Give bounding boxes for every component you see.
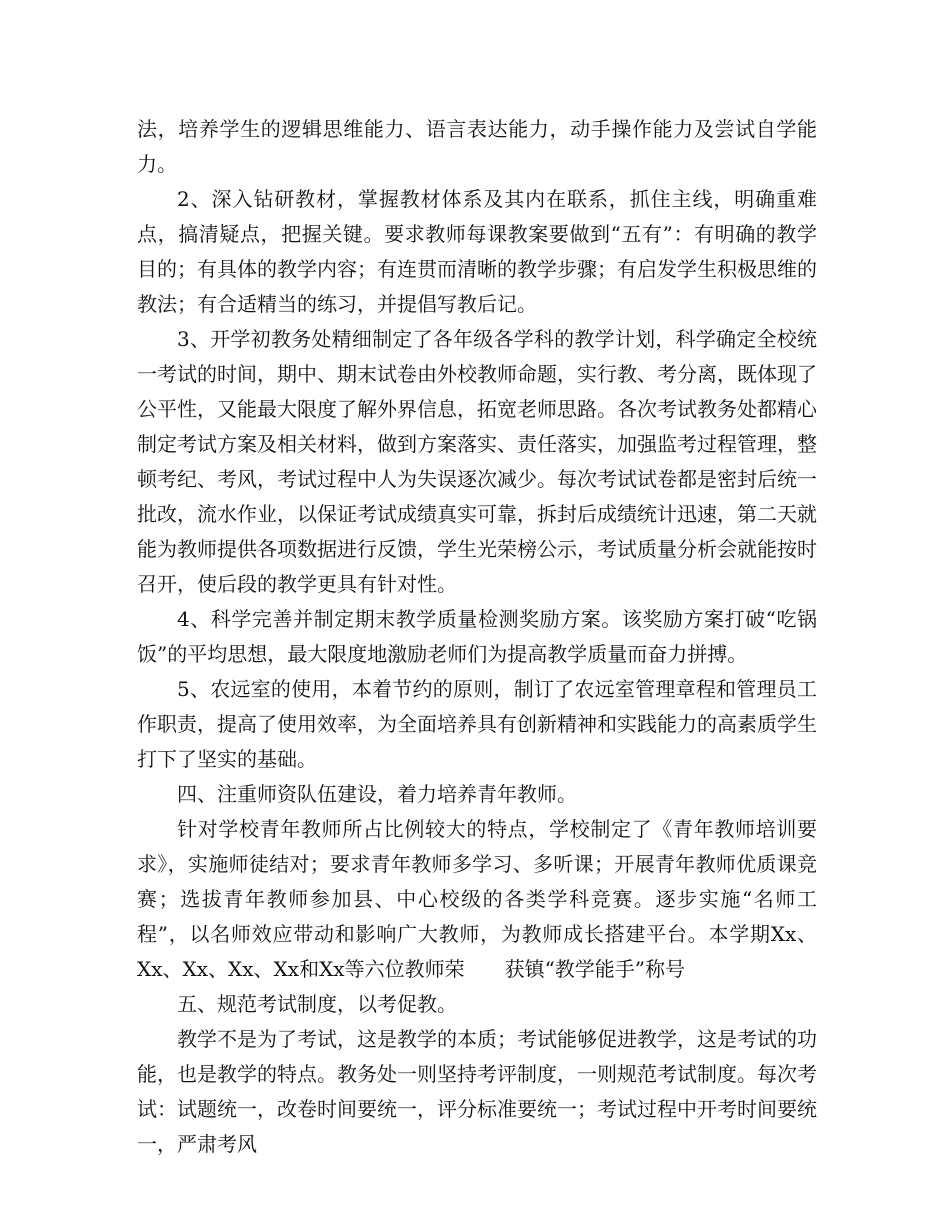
section-heading: 五、规范考试制度，以考促教。 <box>177 992 457 1016</box>
paragraph: 教学不是为了考试，这是教学的本质；考试能够促进教学，这是考试的功能，也是教学的特点。教务处一则坚持考评制度，一则规范考试制度。每次考试：试题统一，改卷时间要统一，评分标准要统一；考试过程中开考时间要统一，严肃考风 <box>137 1027 817 1156</box>
paragraph: 4、科学完善并制定期末教学质量检测奖励方案。该奖励方案打破“吃锅饭”的平均思想，最大限度地激励老师们为提高教学质量而奋力拼搏。 <box>137 607 817 666</box>
paragraph: 3、开学初教务处精细制定了各年级各学科的教学计划，科学确定全校统一考试的时间，期中、期末试卷由外校教师命题，实行教、考分离，既体现了公平性，又能最大限度了解外界信息，拓宽老师思路。各次考试教务处都精心制定考试方案及相关材料，做到方案落实、责任落实，加强监考过程管理，整顿考纪、考风，考试过程中人为失误逐次减少。每次考试试卷都是密封后统一批改，流水作业，以保证考试成绩真实可靠，拆封后成绩统计迅速，第二天就能为教师提供各项数据进行反馈，学生光荣榜公示，考试质量分析会就能按时召开，使后段的教学更具有针对性。 <box>137 327 817 596</box>
section-heading: 四、注重师资队伍建设，着力培养青年教师。 <box>177 782 577 806</box>
paragraph: 2、深入钻研教材，掌握教材体系及其内在联系，抓住主线，明确重难点，搞清疑点，把握关键。要求教师每课教案要做到“五有”：有明确的教学目的；有具体的教学内容；有连贯而清晰的教学步骤；有启发学生积极思维的教法；有合适精当的练习，并提倡写教后记。 <box>137 187 817 316</box>
paragraph: 5、农远室的使用，本着节约的原则，制订了农远室管理章程和管理员工作职责，提高了使用效率，为全面培养具有创新精神和实践能力的高素质学生打下了坚实的基础。 <box>137 677 817 771</box>
paragraph: 法，培养学生的逻辑思维能力、语言表达能力，动手操作能力及尝试自学能力。 <box>137 117 817 176</box>
paragraph: 针对学校青年教师所占比例较大的特点，学校制定了《青年教师培训要求》，实施师徒结对；要求青年教师多学习、多听课；开展青年教师优质课竞赛；选拔青年教师参加县、中心校级的各类学科竞赛。逐步实施“名师工程”，以名师效应带动和影响广大教师，为教师成长搭建平台。本学期Xx、Xx、Xx、Xx、Xx和Xx等六位教师荣 获镇“教学能手”称号 <box>137 817 817 981</box>
document-body <box>137 112 817 1162</box>
